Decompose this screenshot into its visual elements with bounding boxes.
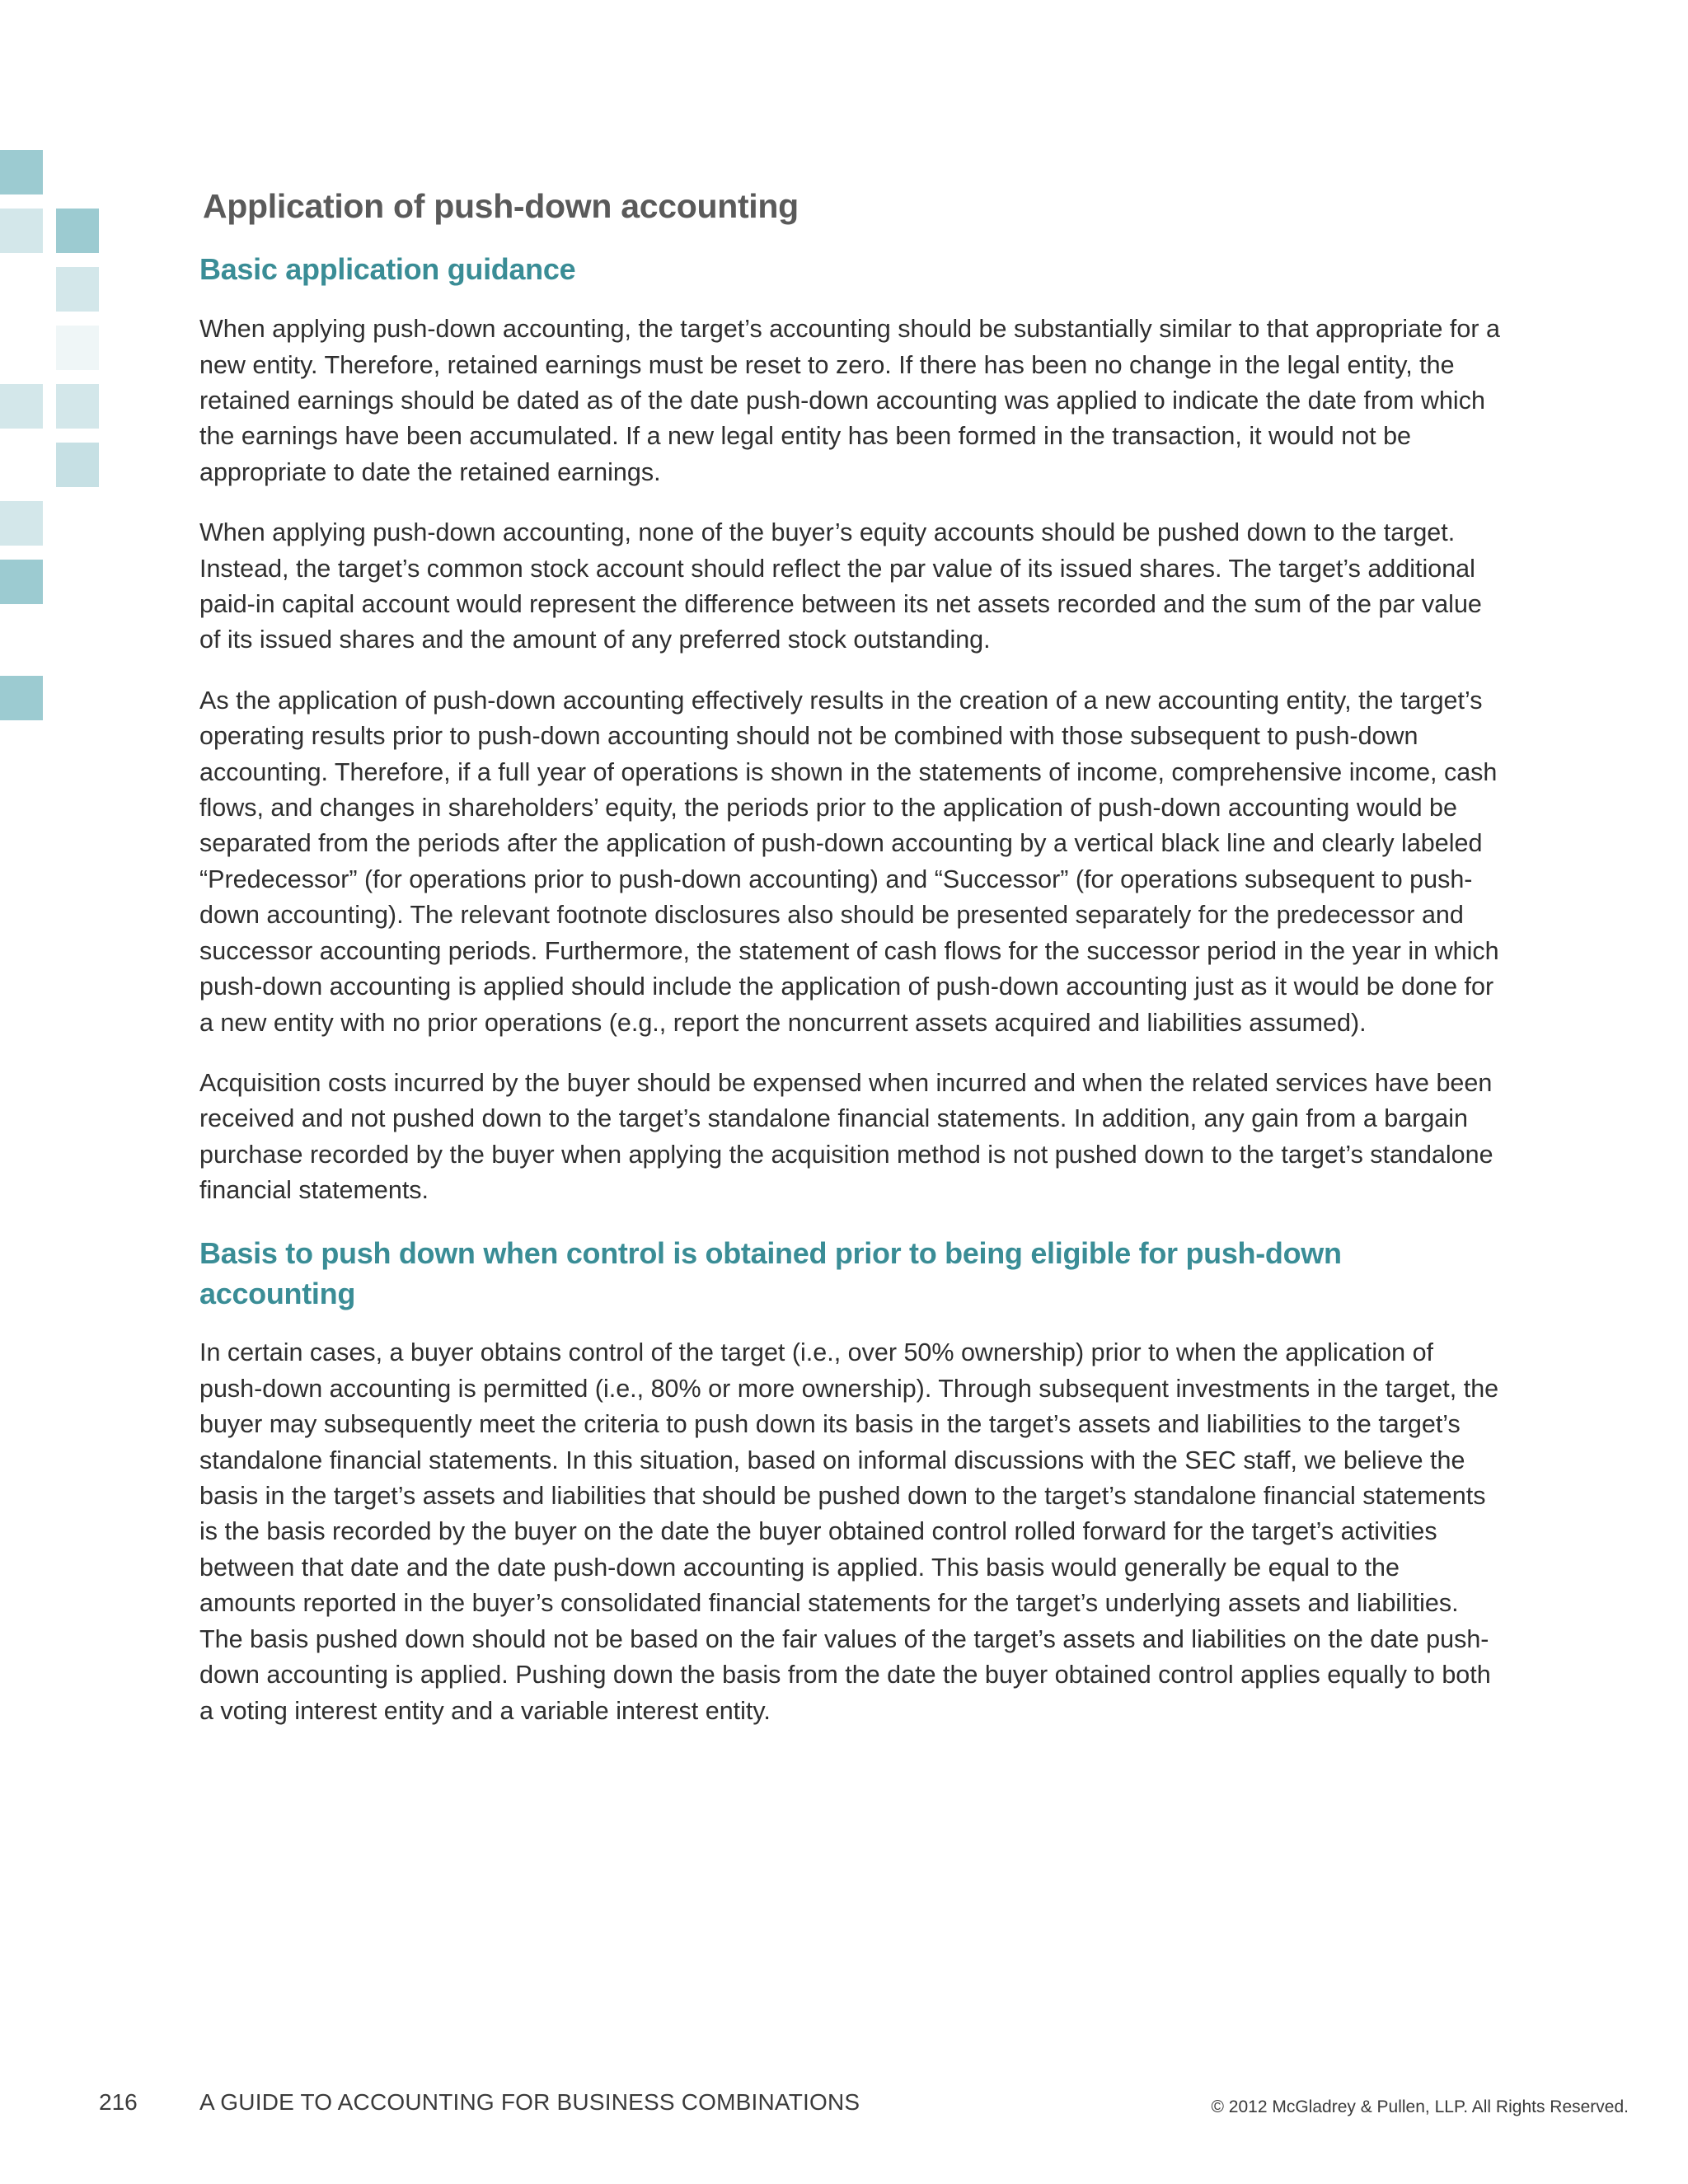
deco-square — [0, 676, 43, 720]
deco-square — [0, 209, 43, 253]
page-content — [199, 185, 1502, 1754]
deco-square — [0, 501, 43, 546]
paragraph: When applying push-down accounting, the target’s accounting should be substantially similar to that appropriate for a new entity. Therefore, retained earnings must be reset to zero. If there has been no change in the legal entity, the retained earnings should be dated as of the date push-down accounting was applied to indicate the date from which the earnings have been accumulated. If a new legal entity has been formed in the transaction, it would not be appropriate to date the retained earnings. — [199, 315, 1500, 486]
deco-square — [0, 384, 43, 429]
deco-square — [0, 560, 43, 604]
deco-square — [56, 326, 99, 370]
deco-square — [56, 443, 99, 487]
page-number: 216 — [99, 2089, 138, 2115]
deco-square — [56, 384, 99, 429]
copyright-notice: © 2012 McGladrey & Pullen, LLP. All Rights Reserved. — [1211, 2097, 1629, 2116]
deco-square — [56, 267, 99, 312]
section-heading-basic-guidance: Basic application guidance — [199, 252, 576, 287]
deco-square — [0, 150, 43, 194]
paragraph: In certain cases, a buyer obtains control of the target (i.e., over 50% ownership) prior to when the application of push-down accounting is permitted (i.e., 80% or more ownership). Through subsequent investments in the target, the buyer may subsequently meet the criteria to push down its basis in the target’s assets and liabilities to the target’s standalone financial statements. In this situation, based on informal discussions with the SEC staff, we believe the basis in the target’s assets and liabilities that should be pushed down to the target’s standalone financial statements is the basis recorded by the buyer on the date the buyer obtained control rolled forward for the target’s activities between that date and the date push-down accounting is applied. This basis would generally be equal to the amounts reported in the buyer’s consolidated financial statements for the target’s underlying assets and liabilities. The basis pushed down should not be based on the fair values of the target’s assets and liabilities on the date push-down accounting is applied. Pushing down the basis from the date the buyer obtained control applies equally to both a voting interest entity and a variable interest entity. — [199, 1338, 1499, 1725]
deco-square — [56, 209, 99, 253]
page-footer — [0, 2089, 1688, 2122]
paragraph: When applying push-down accounting, none of the buyer’s equity accounts should be pushed down to the target. Instead, the target’s common stock account should reflect the par value of its issued shares. The target’s additional paid-in capital account would represent the difference between its net assets recorded and the sum of the par value of its issued shares and the amount of any preferred stock outstanding. — [199, 518, 1482, 654]
paragraph: Acquisition costs incurred by the buyer should be expensed when incurred and when the related services have been received and not pushed down to the target’s standalone financial statements. In addition, any gain from a bargain purchase recorded by the buyer when applying the acquisition method is not pushed down to the target’s standalone financial statements. — [199, 1068, 1493, 1205]
paragraph: As the application of push-down accounting effectively results in the creation of a new accounting entity, the target’s operating results prior to push-down accounting should not be combined with those subsequent to push-down accounting. Therefore, if a full year of operations is shown in the statements of income, comprehensive income, cash flows, and changes in shareholders’ equity, the periods prior to the application of push-down accounting would be separated from the periods after the application of push-down accounting by a vertical black line and clearly labeled “Predecessor” (for operations prior to push-down accounting) and “Successor” (for operations subsequent to push-down accounting). The relevant footnote disclosures also should be presented separately for the predecessor and successor accounting periods. Furthermore, the statement of cash flows for the successor period in the year in which push-down accounting is applied should include the application of push-down accounting just as it would be done for a new entity with no prior operations (e.g., report the noncurrent assets acquired and liabilities assumed). — [199, 686, 1499, 1037]
decorative-squares — [0, 0, 132, 742]
guide-title: A GUIDE TO ACCOUNTING FOR BUSINESS COMBINATIONS — [199, 2089, 860, 2115]
section-heading-basis-to-push-down: Basis to push down when control is obtained prior to being eligible for push-down accounting — [199, 1235, 1342, 1310]
page-title: Application of push-down accounting — [203, 187, 799, 225]
